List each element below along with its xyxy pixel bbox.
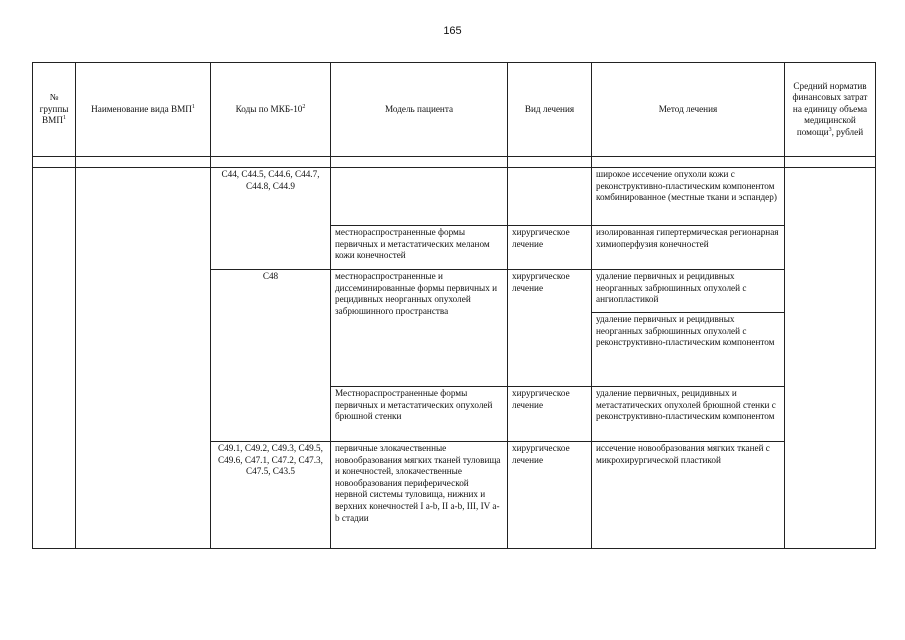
method-cell: удаление первичных и рецидивных неорганных забрюшинных опухолей с ангиопластикой [592,270,785,313]
header-group-no: № группы ВМП$^1$ [33,63,76,157]
header-codes: Коды по МКБ-$10^2$ [211,63,331,157]
method-cell: удаление первичных и рецидивных неорганных забрюшинных опухолей с реконструктивно-пластическим компонентом [592,313,785,387]
method-cell: широкое иссечение опухоли кожи с реконструктивно-пластическим компонентом комбинированное (местные ткани и эспандер) [592,168,785,226]
method-cell: изолированная гипертермическая регионарная химиоперфузия конечностей [592,226,785,270]
header-method: Метод лечения [592,63,785,157]
model-cell [331,168,508,226]
treatment-cell: хирургическое лечение [508,387,592,442]
codes-cell: C49.1, C49.2, C49.3, C49.5, C49.6, C47.1, C47.2, C47.3, C47.5, C43.5 [211,442,331,549]
header-row [33,63,876,157]
model-cell: местнораспространенные формы первичных и метастатических меланом кожи конечностей [331,226,508,270]
header-model: Модель пациента [331,63,508,157]
cost-cell [785,168,876,549]
table-row [33,168,876,226]
treatment-cell [508,168,592,226]
header-treatment-type: Вид лечения [508,63,592,157]
model-cell: первичные злокачественные новообразования мягких тканей туловища и конечностей, злокачественные новообразования периферической нервной системы туловища, нижних и верхних конечностей I a-b, II a-b, III, IV a-b стадии [331,442,508,549]
treatment-cell: хирургическое лечение [508,226,592,270]
method-cell: удаление первичных, рецидивных и метастатических опухолей брюшной стенки с реконструктивно-пластическим компонентом [592,387,785,442]
model-cell: Местнораспространенные формы первичных и метастатических опухолей брюшной стенки [331,387,508,442]
method-cell: иссечение новообразования мягких тканей с микрохирургической пластикой [592,442,785,549]
blank-row [33,157,876,168]
group-no-cell [33,168,76,549]
vmp-table [32,62,876,549]
treatment-cell: хирургическое лечение [508,270,592,387]
header-name: Наименование вида ВМП$^1$ [76,63,211,157]
name-cell [76,168,211,549]
model-cell: местнораспространенные и диссеминированные формы первичных и рецидивных неорганных опухолей забрюшинного пространства [331,270,508,387]
header-cost: Средний норматив финансовых затрат на единицу объема медицинской помощи$^3$, рублей [785,63,876,157]
page-number: 165 [443,25,462,37]
codes-cell: C44, C44.5, C44.6, C44.7, C44.8, C44.9 [211,168,331,270]
codes-cell: C48 [211,270,331,442]
treatment-cell: хирургическое лечение [508,442,592,549]
